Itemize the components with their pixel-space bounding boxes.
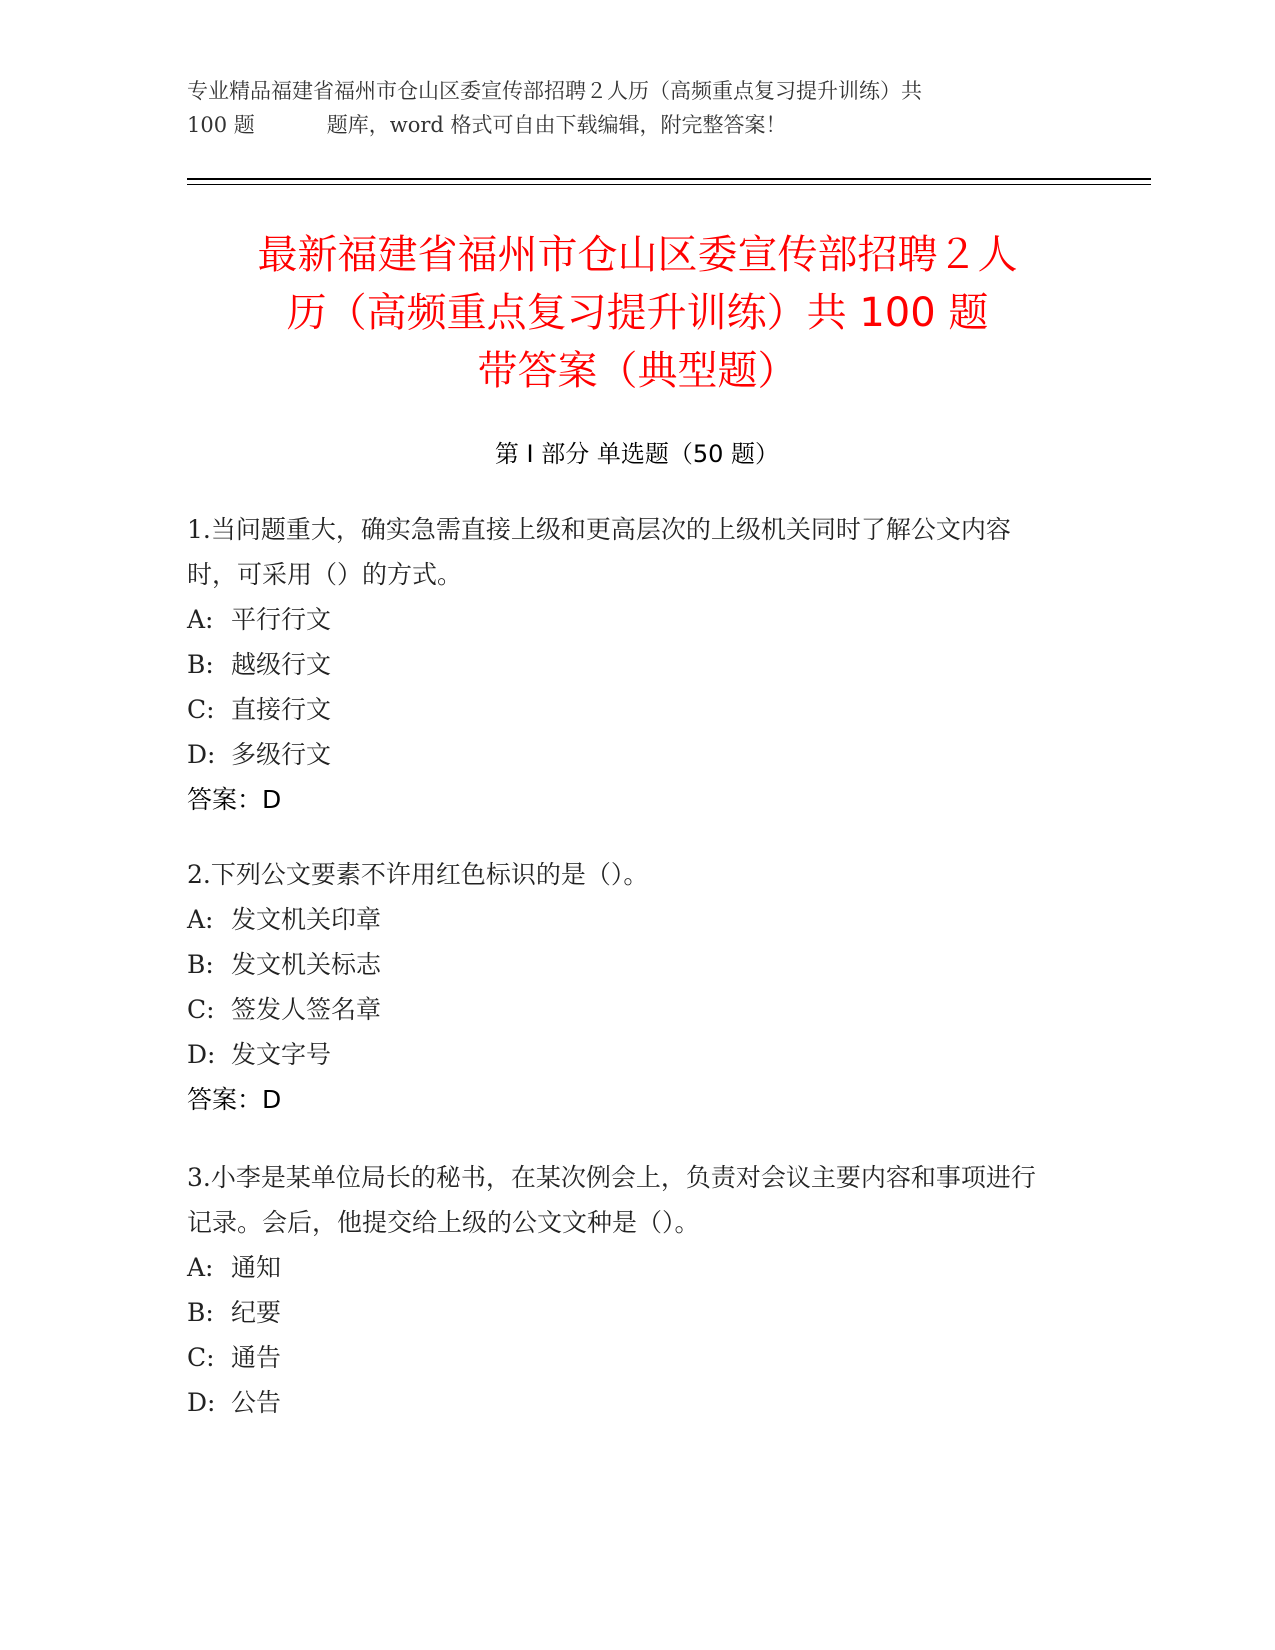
option-text: 多级行文 <box>231 740 332 769</box>
option-b <box>187 942 1057 987</box>
option-text: 纪要 <box>231 1298 282 1327</box>
option-key: C: <box>187 695 215 724</box>
document-title <box>160 226 1115 400</box>
option-a <box>187 897 1057 942</box>
option-key: B: <box>187 650 214 679</box>
option-a <box>187 1245 1057 1290</box>
header-divider-thick <box>187 178 1151 180</box>
option-key: D: <box>187 1040 216 1069</box>
question-1 <box>187 507 1057 822</box>
header-divider-thin <box>187 184 1151 185</box>
option-text: 通知 <box>231 1253 282 1282</box>
option-text: 越级行文 <box>231 650 332 679</box>
option-text: 签发人签名章 <box>231 995 382 1024</box>
header-line-1: 专业精品福建省福州市仓山区委宣传部招聘２人历（高频重点复习提升训练）共 <box>187 79 922 103</box>
option-text: 直接行文 <box>231 695 332 724</box>
question-stem: 2.下列公文要素不许用红色标识的是（）。 <box>187 860 649 889</box>
title-line-3: 带答案（典型题） <box>477 348 798 394</box>
option-d <box>187 732 1057 777</box>
question-stem: 3.小李是某单位局长的秘书，在某次例会上，负责对会议主要内容和事项进行记录。会后，他提交给上级的公文文种是（）。 <box>187 1163 1036 1237</box>
option-b <box>187 642 1057 687</box>
option-key: A: <box>187 905 214 934</box>
option-b <box>187 1290 1057 1335</box>
option-text: 平行行文 <box>231 605 332 634</box>
section-heading: 第 I 部分 单选题（50 题） <box>494 440 780 468</box>
option-c <box>187 987 1057 1032</box>
option-key: C: <box>187 1343 215 1372</box>
header-line-2-right: 题库，word 格式可自由下载编辑，附完整答案！ <box>326 113 787 137</box>
answer: 答案：D <box>187 1085 282 1114</box>
option-d <box>187 1032 1057 1077</box>
option-a <box>187 597 1057 642</box>
option-text: 发文机关标志 <box>231 950 382 979</box>
question-2 <box>187 852 1057 1122</box>
option-c <box>187 1335 1057 1380</box>
option-text: 通告 <box>231 1343 282 1372</box>
option-key: D: <box>187 740 216 769</box>
option-key: B: <box>187 950 214 979</box>
option-c <box>187 687 1057 732</box>
title-line-1: 最新福建省福州市仓山区委宣传部招聘２人 <box>257 232 1018 278</box>
option-text: 公告 <box>231 1388 282 1417</box>
option-key: D: <box>187 1388 216 1417</box>
option-key: C: <box>187 995 215 1024</box>
option-text: 发文机关印章 <box>231 905 382 934</box>
option-text: 发文字号 <box>231 1040 332 1069</box>
option-key: A: <box>187 605 214 634</box>
question-stem: 1.当问题重大，确实急需直接上级和更高层次的上级机关同时了解公文内容时，可采用（）的方式。 <box>187 515 1011 589</box>
title-line-2: 历（高频重点复习提升训练）共 100 题 <box>286 290 989 336</box>
question-3 <box>187 1155 1057 1425</box>
answer: 答案：D <box>187 785 282 814</box>
option-key: B: <box>187 1298 214 1327</box>
header-line-2 <box>187 108 1067 142</box>
page-header <box>187 74 1067 142</box>
option-key: A: <box>187 1253 214 1282</box>
header-line-2-left: 100 题 <box>187 113 255 137</box>
option-d <box>187 1380 1057 1425</box>
